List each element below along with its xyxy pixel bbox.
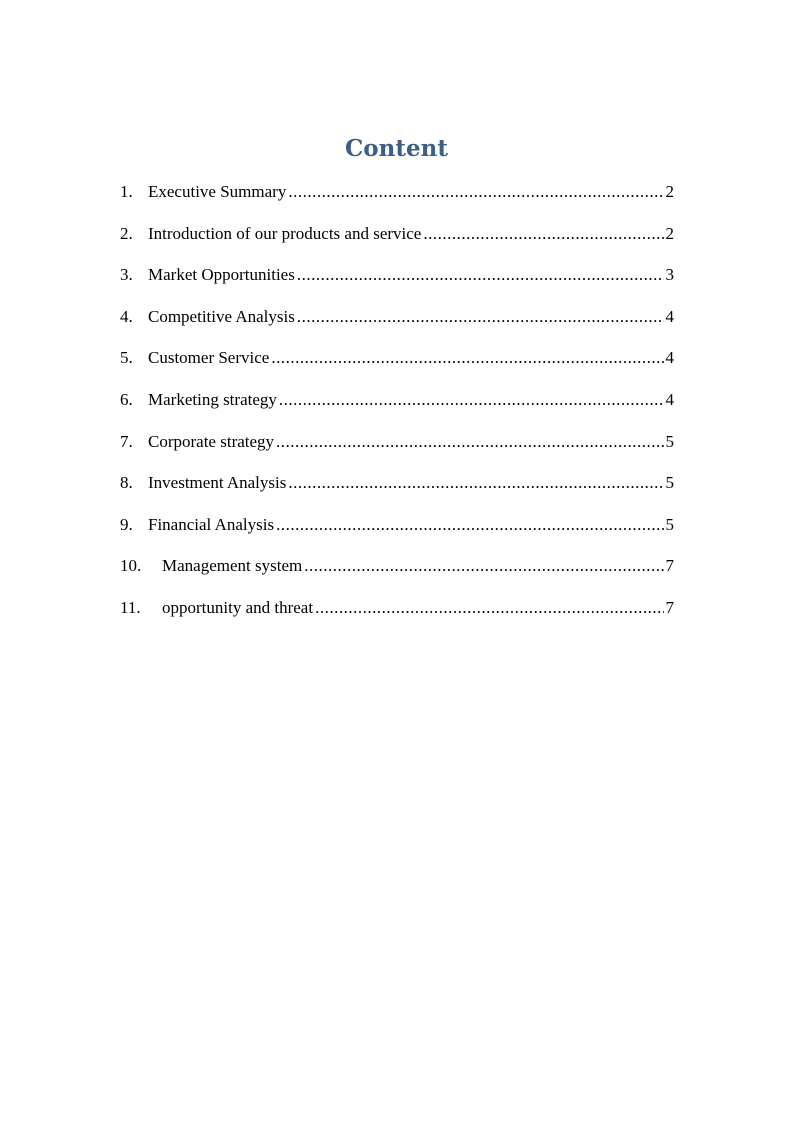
toc-entry-number: 5. — [120, 348, 133, 367]
toc-entry-page: 2 — [665, 224, 674, 243]
toc-entry-market-opportunities[interactable] — [120, 263, 674, 287]
toc-entry-number: 4. — [120, 307, 133, 326]
toc-entry-page: 7 — [665, 598, 674, 617]
toc-entry-page: 4 — [665, 390, 674, 409]
toc-entry-page: 3 — [665, 265, 674, 284]
toc-entry-management-system[interactable] — [120, 554, 674, 578]
toc-entry-page: 5 — [665, 432, 674, 451]
toc-entry-title: Executive Summary — [148, 182, 287, 201]
toc-dot-leader — [423, 222, 663, 246]
toc-dot-leader — [276, 430, 663, 454]
toc-entry-title: Market Opportunities — [148, 265, 295, 284]
toc-entry-page: 7 — [665, 556, 674, 575]
toc-entry-title: Introduction of our products and service — [148, 224, 422, 243]
toc-entry-number: 11. — [120, 598, 141, 617]
toc-entry-number: 7. — [120, 432, 133, 451]
toc-dot-leader — [271, 346, 663, 370]
toc-entry-competitive-analysis[interactable] — [120, 305, 674, 329]
toc-entry-title: Corporate strategy — [148, 432, 275, 451]
toc-entry-title: opportunity and threat — [162, 598, 314, 617]
toc-entry-title: Competitive Analysis — [148, 307, 295, 326]
toc-dot-leader — [297, 305, 664, 329]
toc-heading: Content — [345, 135, 448, 162]
toc-entry-marketing-strategy[interactable] — [120, 388, 674, 412]
toc-entry-title: Financial Analysis — [148, 515, 275, 534]
toc-dot-leader — [304, 554, 663, 578]
toc-entry-executive-summary[interactable] — [120, 180, 674, 204]
toc-entry-corporate-strategy[interactable] — [120, 430, 674, 454]
toc-entry-number: 3. — [120, 265, 133, 284]
toc-entry-page: 4 — [665, 307, 674, 326]
toc-entry-number: 1. — [120, 182, 133, 201]
toc-dot-leader — [288, 180, 663, 204]
toc-entry-page: 4 — [665, 348, 674, 367]
toc-entry-title: Investment Analysis — [148, 473, 287, 492]
toc-entry-title: Customer Service — [148, 348, 270, 367]
toc-entry-title: Marketing strategy — [148, 390, 277, 409]
toc-entry-number: 10. — [120, 556, 142, 575]
toc-dot-leader — [276, 513, 663, 537]
toc-entry-financial-analysis[interactable] — [120, 513, 674, 537]
toc-entry-number: 9. — [120, 515, 133, 534]
toc-dot-leader — [288, 471, 663, 495]
toc-entry-number: 6. — [120, 390, 133, 409]
toc-entry-customer-service[interactable] — [120, 346, 674, 370]
toc-entry-title: Management system — [162, 556, 303, 575]
toc-entry-investment-analysis[interactable] — [120, 471, 674, 495]
toc-dot-leader — [279, 388, 664, 412]
toc-entry-page: 2 — [665, 182, 674, 201]
toc-entry-number: 8. — [120, 473, 133, 492]
toc-dot-leader — [297, 263, 664, 287]
toc-entry-introduction[interactable] — [120, 222, 674, 246]
toc-entry-opportunity-and-threat[interactable] — [120, 596, 674, 620]
toc-entry-page: 5 — [665, 473, 674, 492]
toc-entry-number: 2. — [120, 224, 133, 243]
toc-entry-page: 5 — [665, 515, 674, 534]
toc-dot-leader — [315, 596, 663, 620]
